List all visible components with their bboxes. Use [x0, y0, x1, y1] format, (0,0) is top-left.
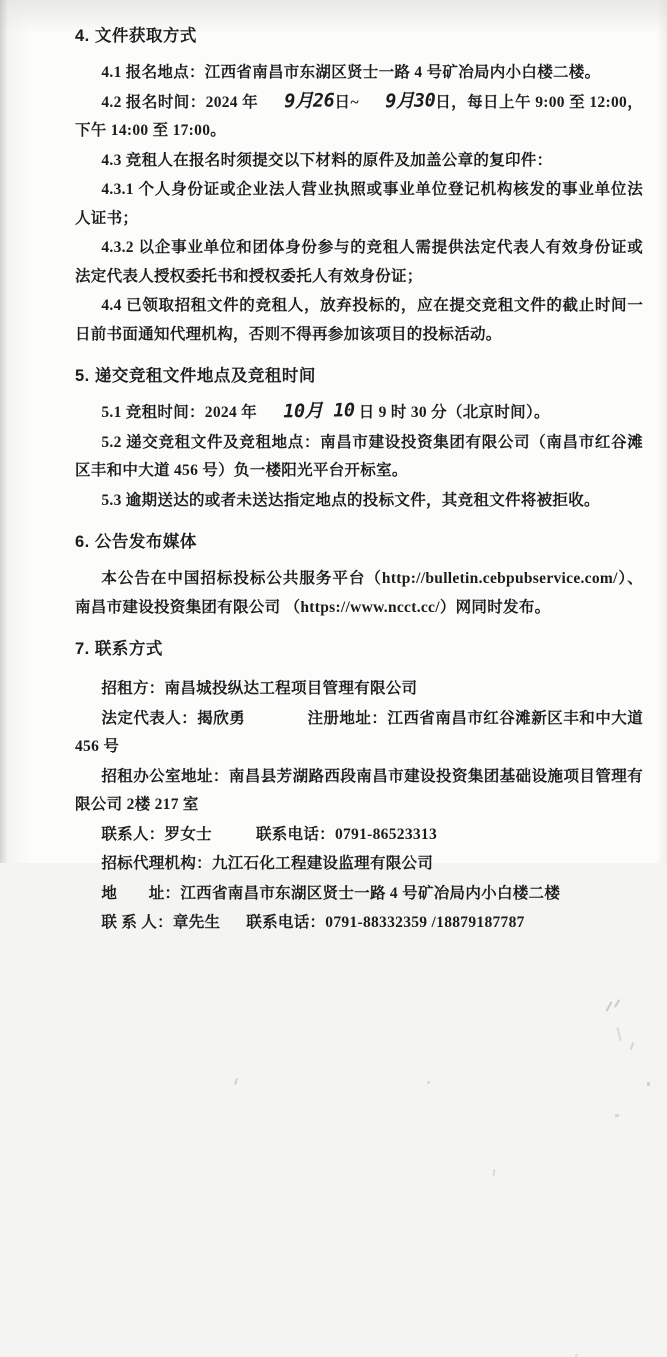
agency-address-line: 地 址：江西省南昌市东湖区贤士一路 4 号矿冶局内小白楼二楼 — [101, 884, 561, 902]
section-5-heading: 5. 递交竞租文件地点及竞租时间 — [75, 367, 316, 385]
clause-4-1: 4.1 报名地点：江西省南昌市东湖区贤士一路 4 号矿冶局内小白楼二楼。 — [101, 64, 601, 81]
contact1-name: 联系人：罗女士 — [101, 825, 212, 843]
legal-rep-name: 法定代表人：揭欣勇 — [101, 709, 246, 727]
clause-4-2-printed-mid: 日~ — [334, 93, 359, 111]
contact1-phone: 联系电话：0791-86523313 — [255, 825, 438, 843]
section-contact — [75, 637, 643, 938]
clause-5-2: 5.2 递交竞租文件及竞租地点：南昌市建设投资集团有限公司（南昌市红谷滩区丰和中大道 456 号）负一楼阳光平台开标室。 — [75, 433, 643, 479]
agency-line: 招标代理机构：九江石化工程建设监理有限公司 — [101, 855, 434, 872]
leasing-office-address-line: 招租办公室地址：南昌县芳湖路西段南昌市建设投资集团基础设施项目管理有限公司 2楼 217 室 — [75, 767, 643, 813]
contact2-phone: 联系电话：0791-88332359 /18879187787 — [246, 914, 525, 931]
section-submission — [75, 364, 643, 515]
contact2-name: 联 系 人：章先生 — [101, 914, 221, 931]
clause-5-1-printed-suffix: 日 9 时 30 分（北京时间）。 — [354, 404, 550, 421]
contact1-line — [75, 821, 643, 850]
clause-5-3: 5.3 逾期送达的或者未送达指定地点的投标文件，其竞租文件将被拒收。 — [101, 491, 600, 509]
clause-5-1-printed-prefix: 5.1 竞租时间：2024 年 — [101, 404, 257, 421]
handwritten-bid-date: 10月 10 — [283, 400, 355, 423]
clause-4-3-2: 4.3.2 以企事业单位和团体身份参与的竞租人需提供法定代表人有效身份证或法定代表人授权委托书和授权委托人有效身份证； — [75, 239, 643, 285]
announcement-media-body: 本公告在中国招标投标公共服务平台（http://bulletin.cebpubservice.com/）、 南昌市建设投资集团有限公司 （https://www.ncct.cc/）网同时发布。 — [75, 570, 643, 616]
clause-5-1 — [75, 399, 643, 428]
section-6-heading: 6. 公告发布媒体 — [75, 533, 197, 551]
clause-4-2-printed-prefix: 4.2 报名时间：2024 年 — [101, 93, 259, 111]
section-7-heading: 7. 联系方式 — [75, 640, 163, 658]
handwritten-end-date: 9月30 — [384, 89, 436, 112]
handwritten-start-date: 9月26 — [284, 89, 335, 112]
clause-4-3-1: 4.3.1 个人身份证或企业法人营业执照或事业单位登记机构核发的事业单位法人证书； — [75, 181, 643, 227]
registered-address: 注册地址：江西省南昌市红谷滩新区丰和中大道 456 号 — [75, 709, 643, 755]
clause-4-3: 4.3 竞租人在报名时须提交以下材料的原件及加盖公章的复印件： — [101, 151, 553, 169]
section-file-acquisition — [75, 24, 643, 349]
lessor-line: 招租方：南昌城投纵达工程项目管理有限公司 — [101, 680, 418, 697]
section-announcement-media — [75, 530, 643, 622]
clause-4-2-printed-suffix: 日，每日上午 9:00 至 12:00，下午 14:00 至 17:00。 — [75, 93, 643, 139]
contact2-line — [75, 909, 643, 938]
clause-4-2 — [75, 89, 643, 146]
legal-rep-line — [75, 705, 643, 762]
clause-4-4: 4.4 已领取招租文件的竞租人，放弃投标的，应在提交竞租文件的截止时间一日前书面通知代理机构，否则不得再参加该项目的投标活动。 — [75, 297, 643, 343]
section-4-heading: 4. 文件获取方式 — [75, 27, 197, 45]
